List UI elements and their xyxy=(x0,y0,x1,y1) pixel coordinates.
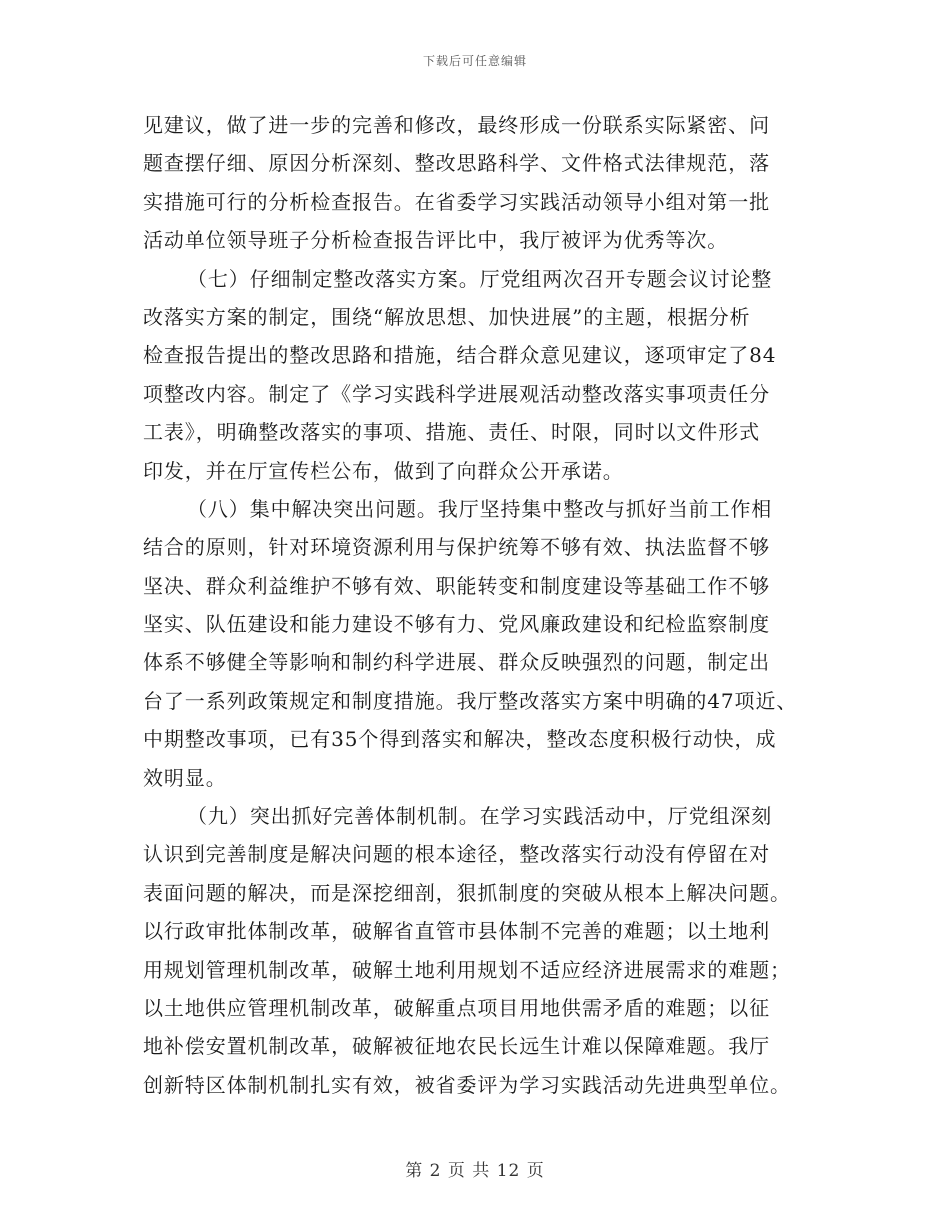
document-body xyxy=(143,106,808,1104)
text-line: 印发，并在厅宣传栏公布，做到了向群众公开承诺。 xyxy=(143,458,624,483)
text-line: 以行政审批体制改革，破解省直管市县体制不完善的难题；以土地利 xyxy=(143,919,770,944)
text-line: 题查摆仔细、原因分析深刻、整改思路科学、文件格式法律规范，落 xyxy=(143,151,770,176)
text-line: （八）集中解决突出问题。我厅坚持集中整改与抓好当前工作相 xyxy=(187,496,773,521)
text-line: 检查报告提出的整改思路和措施，结合群众意见建议，逐项审定了84 xyxy=(143,343,777,368)
text-line: 实措施可行的分析检查报告。在省委学习实践活动领导小组对第一批 xyxy=(143,189,770,214)
text-line: 用规划管理机制改革，破解土地利用规划不适应经济进展需求的难题； xyxy=(143,957,791,982)
text-line: 工表》，明确整改落实的事项、措施、责任、时限，同时以文件形式 xyxy=(143,420,760,445)
text-line: 结合的原则，针对环境资源利用与保护统筹不够有效、执法监督不够 xyxy=(143,535,770,560)
text-line: 活动单位领导班子分析检查报告评比中，我厅被评为优秀等次。 xyxy=(143,228,729,253)
text-line: 以土地供应管理机制改革，破解重点项目用地供需矛盾的难题；以征 xyxy=(143,995,770,1020)
text-line: 表面问题的解决，而是深挖细剖，狠抓制度的突破从根本上解决问题。 xyxy=(143,880,791,905)
text-line: 效明显。 xyxy=(143,765,227,790)
text-line: 体系不够健全等影响和制约科学进展、群众反映强烈的问题，制定出 xyxy=(143,650,770,675)
page-footer: 第 2 页 共 12 页 xyxy=(405,1161,545,1181)
text-line: 创新特区体制机制扎实有效，被省委评为学习实践活动先进典型单位。 xyxy=(143,1072,791,1097)
text-line: （七）仔细制定整改落实方案。厅党组两次召开专题会议讨论整 xyxy=(187,266,773,291)
paragraph xyxy=(143,490,808,797)
page-header: 下载后可任意编辑 xyxy=(422,54,527,68)
text-line: 坚决、群众利益维护不够有效、职能转变和制度建设等基础工作不够 xyxy=(143,573,770,598)
text-line: 见建议，做了进一步的完善和修改，最终形成一份联系实际紧密、问 xyxy=(143,113,770,137)
text-line: 坚实、队伍建设和能力建设不够有力、党风廉政建设和纪检监察制度 xyxy=(143,612,770,637)
text-line: 中期整改事项，已有35个得到落实和解决，整改态度积极行动快，成 xyxy=(143,727,777,752)
text-line: 台了一系列政策规定和制度措施。我厅整改落实方案中明确的47项近、 xyxy=(143,688,798,713)
text-line: 认识到完善制度是解决问题的根本途径，整改落实行动没有停留在对 xyxy=(143,842,770,867)
text-line: 地补偿安置机制改革，破解被征地农民长远生计难以保障难题。我厅 xyxy=(143,1034,770,1059)
text-line: 项整改内容。制定了《学习实践科学进展观活动整改落实事项责任分 xyxy=(143,381,770,406)
text-line: （九）突出抓好完善体制机制。在学习实践活动中，厅党组深刻 xyxy=(187,804,773,829)
paragraph xyxy=(143,797,808,1104)
paragraph xyxy=(143,260,808,490)
paragraph xyxy=(143,106,808,260)
text-line: 改落实方案的制定，围绕“解放思想、加快进展”的主题，根据分析 xyxy=(143,304,751,329)
